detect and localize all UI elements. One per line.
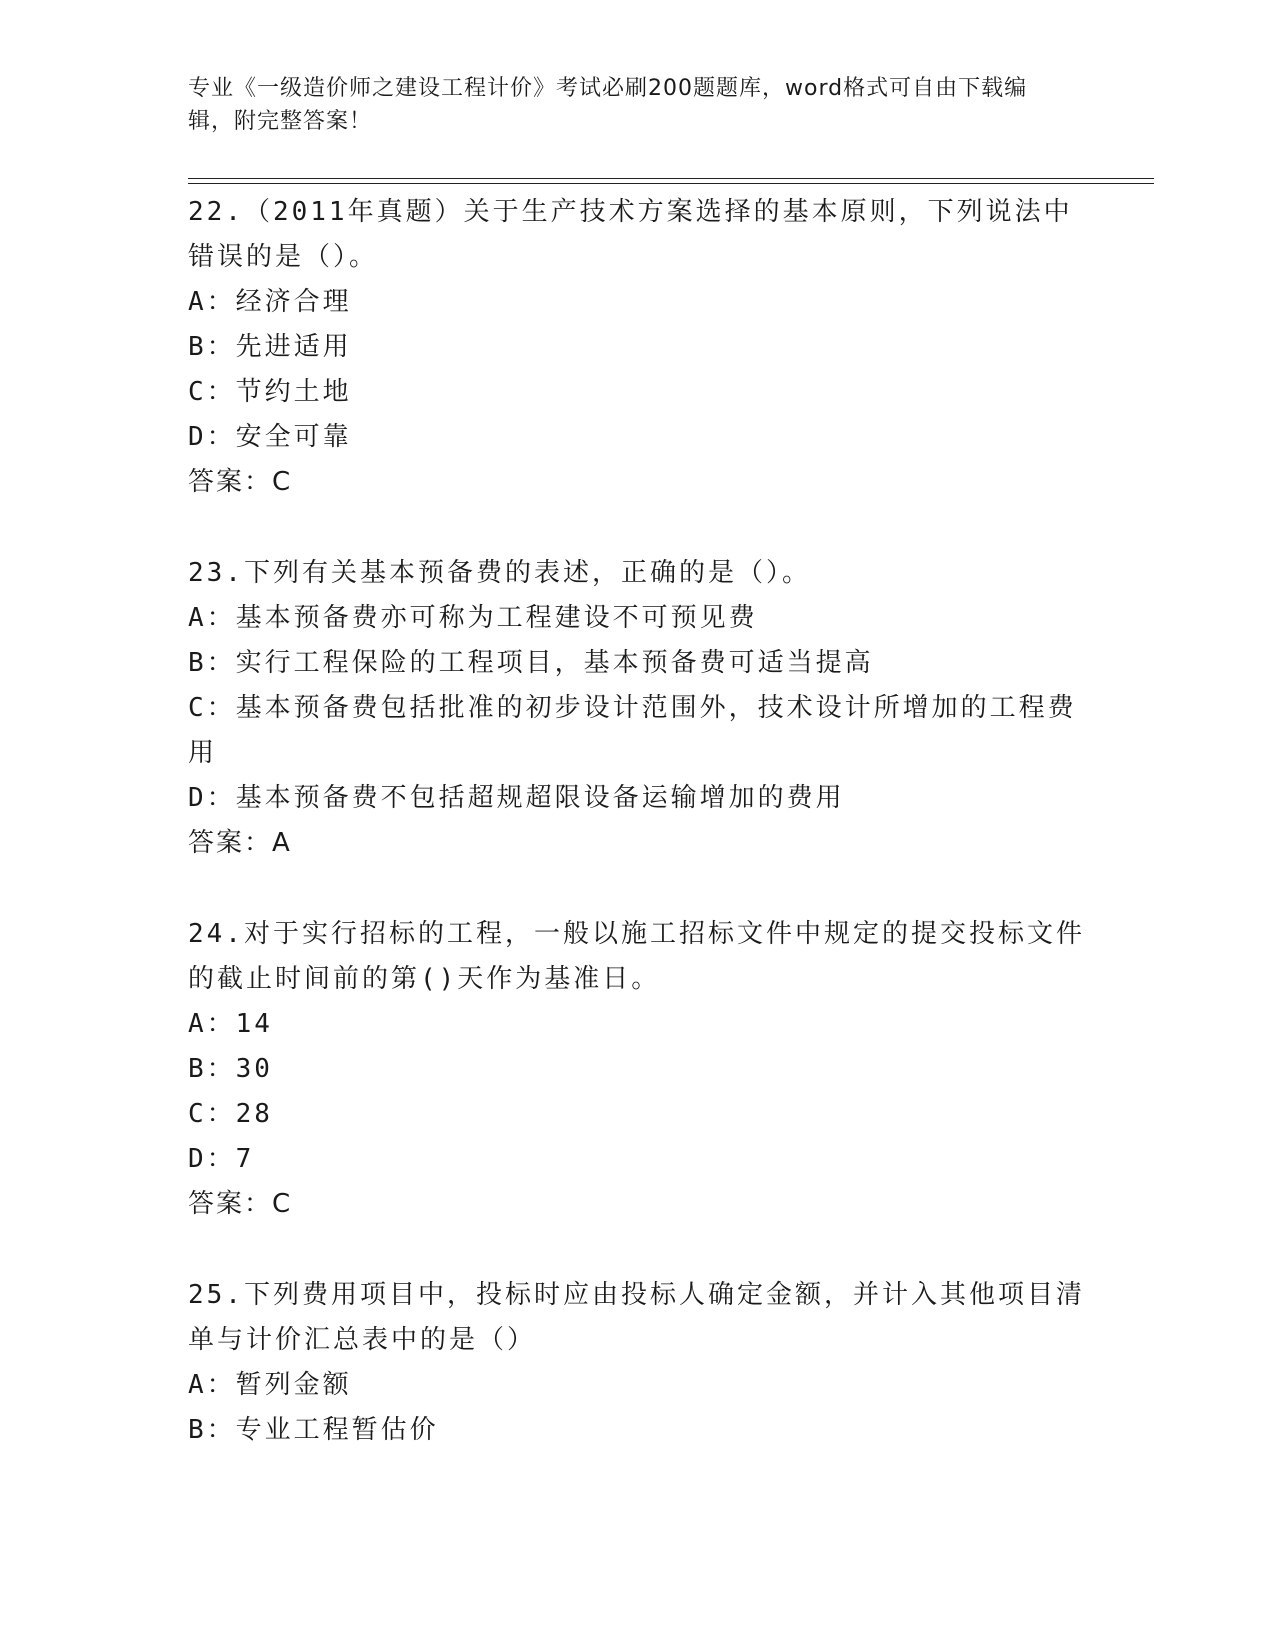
question-25 bbox=[188, 1273, 1088, 1453]
option-d: D：基本预备费不包括超规超限设备运输增加的费用 bbox=[188, 783, 845, 813]
option-a: A：基本预备费亦可称为工程建设不可预见费 bbox=[188, 603, 758, 633]
option-c: C：28 bbox=[188, 1099, 273, 1129]
answer-line: 答案：A bbox=[188, 828, 292, 858]
document-header: 专业《一级造价师之建设工程计价》考试必刷200题题库，word格式可自由下载编辑，附完整答案！ bbox=[188, 76, 1028, 134]
option-b: B：30 bbox=[188, 1054, 273, 1084]
question-22 bbox=[188, 190, 1088, 505]
question-list bbox=[188, 190, 1088, 1499]
question-stem: 24.对于实行招标的工程，一般以施工招标文件中规定的提交投标文件的截止时间前的第()天作为基准日。 bbox=[188, 919, 1085, 994]
option-c: C：节约土地 bbox=[188, 377, 352, 407]
option-d: D：安全可靠 bbox=[188, 422, 352, 452]
option-a: A：14 bbox=[188, 1009, 273, 1039]
question-23 bbox=[188, 551, 1088, 866]
question-24 bbox=[188, 912, 1088, 1227]
option-a: A：暂列金额 bbox=[188, 1370, 352, 1400]
header-rule-bottom bbox=[188, 183, 1154, 184]
question-stem: 22.（2011年真题）关于生产技术方案选择的基本原则，下列说法中错误的是（）。 bbox=[188, 197, 1073, 272]
header-rule-top bbox=[188, 178, 1154, 179]
answer-line: 答案：C bbox=[188, 1189, 293, 1219]
option-a: A：经济合理 bbox=[188, 287, 352, 317]
option-b: B：先进适用 bbox=[188, 332, 352, 362]
question-stem: 25.下列费用项目中，投标时应由投标人确定金额，并计入其他项目清单与计价汇总表中的是（） bbox=[188, 1280, 1085, 1355]
option-d: D：7 bbox=[188, 1144, 255, 1174]
answer-line: 答案：C bbox=[188, 467, 293, 497]
option-b: B：专业工程暂估价 bbox=[188, 1415, 439, 1445]
option-b: B：实行工程保险的工程项目，基本预备费可适当提高 bbox=[188, 648, 874, 678]
question-stem: 23.下列有关基本预备费的表述，正确的是（）。 bbox=[188, 558, 811, 588]
option-c: C：基本预备费包括批准的初步设计范围外，技术设计所增加的工程费用 bbox=[188, 693, 1077, 768]
